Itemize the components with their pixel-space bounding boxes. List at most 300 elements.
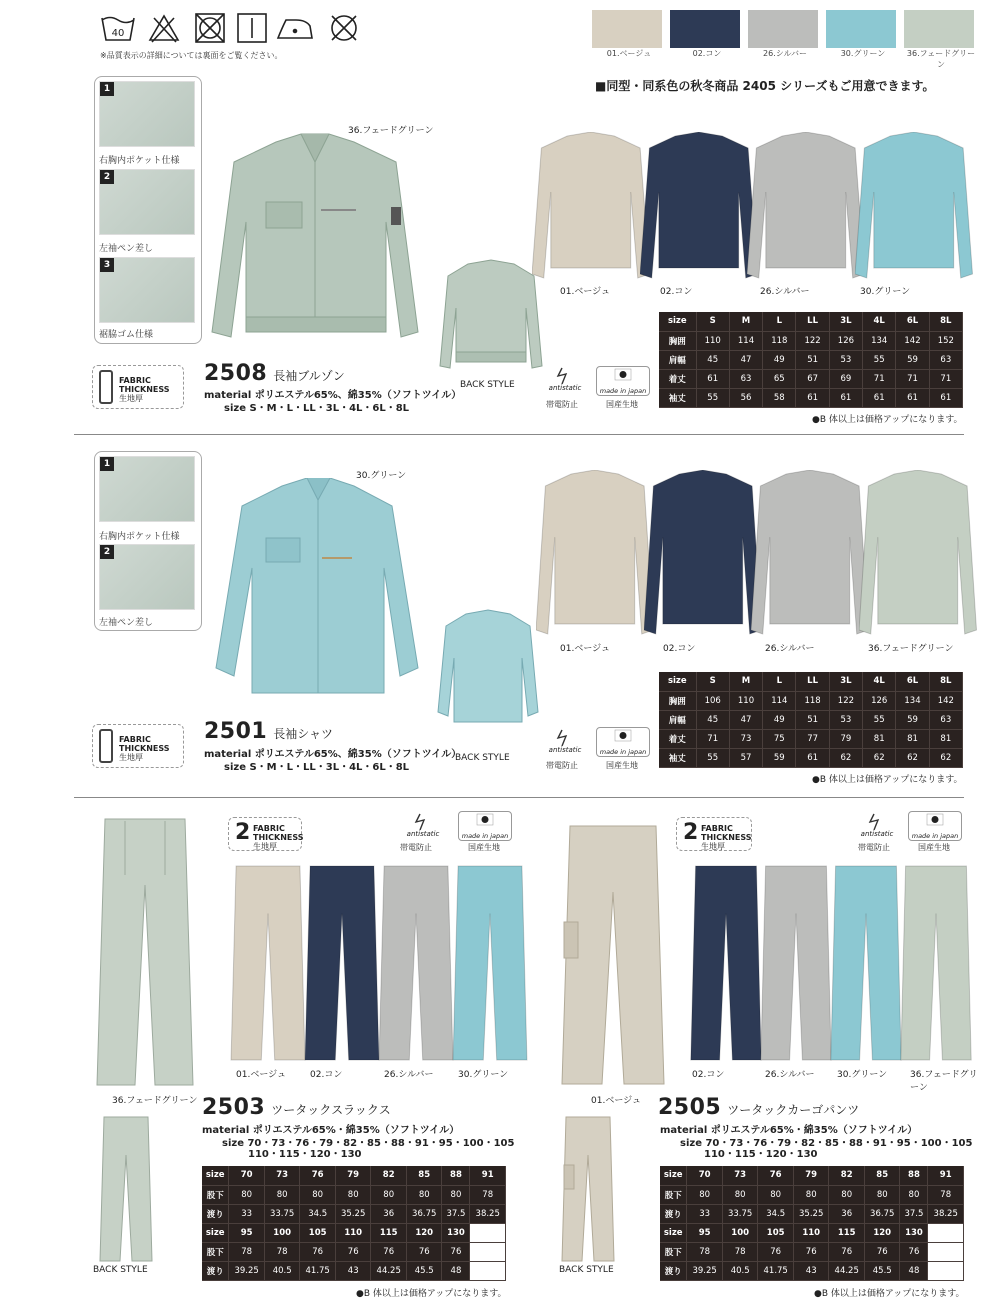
detail-panel-2508 [94, 76, 202, 344]
table-cell: 76 [793, 1242, 829, 1261]
care-icons [100, 12, 362, 44]
table-cell: 79 [793, 1166, 829, 1185]
made-in-japan-label-2503: 国産生地 [468, 843, 500, 852]
swatch-chip [748, 10, 818, 48]
fabric-line3: 生地厚 [119, 394, 143, 403]
table-cell: 78 [722, 1242, 758, 1261]
table-cell: 38.25 [470, 1204, 506, 1223]
table-cell: 122 [829, 691, 862, 710]
row-label-cell: 着丈 [659, 369, 696, 388]
table-cell: 37.5 [900, 1204, 928, 1223]
table-cell: 61 [896, 388, 929, 407]
table-cell: 80 [829, 1185, 865, 1204]
table-cell: 43 [793, 1261, 829, 1280]
table-cell: 76 [335, 1242, 371, 1261]
row-label-cell: 着丈 [659, 729, 696, 748]
garment-shape [379, 866, 453, 1060]
color-variant-garment [751, 470, 869, 638]
garment-shape [640, 132, 758, 278]
table-cell: 45 [696, 350, 729, 369]
sizes-2501: size S・M・L・LL・3L・4L・6L・8L [224, 762, 410, 773]
table-cell: 82 [371, 1166, 407, 1185]
detail-number: 3 [100, 258, 114, 272]
fabric-thickness-badge-2503 [228, 817, 302, 851]
table-cell: 45 [696, 710, 729, 729]
garment-shape [747, 132, 865, 278]
table-cell: 79 [335, 1166, 371, 1185]
fabric-line3: 生地厚 [701, 842, 725, 851]
back-style-label-2503: BACK STYLE [93, 1265, 148, 1275]
made-in-japan-badge-2503: made in japan [458, 811, 512, 841]
swatch-chip [904, 10, 974, 48]
table-cell: 55 [863, 350, 896, 369]
color-variant-garment [686, 864, 766, 1062]
variant-color-label: 02.コン [660, 287, 693, 297]
fabric-thickness-badge-2505 [676, 817, 752, 851]
garment-shape [901, 866, 971, 1060]
table-cell: 33.75 [264, 1204, 300, 1223]
table-cell: 91 [470, 1166, 506, 1185]
table-cell: 63 [929, 710, 962, 729]
table-cell: LL [796, 672, 829, 691]
table-cell: 62 [829, 748, 862, 767]
table-cell: 80 [371, 1185, 407, 1204]
detail-panel-2501 [94, 451, 202, 631]
table-cell [928, 1223, 964, 1242]
table-cell: 78 [264, 1242, 300, 1261]
table-cell [470, 1242, 506, 1261]
table-cell: 53 [829, 710, 862, 729]
table-cell: 36.75 [864, 1204, 900, 1223]
table-cell: 55 [863, 710, 896, 729]
table-cell: 80 [300, 1185, 336, 1204]
table-cell: 100 [722, 1223, 758, 1242]
detail-photo-2 [99, 544, 195, 610]
table-cell: 115 [829, 1223, 865, 1242]
size-table-2508 [659, 312, 963, 408]
table-row [659, 729, 963, 748]
table-cell: 61 [796, 748, 829, 767]
detail-caption-1: 右胸内ポケット仕様 [99, 532, 180, 542]
detail-number: 1 [100, 457, 114, 471]
garment-shape [532, 132, 650, 278]
row-label-cell: size [660, 1223, 687, 1242]
slacks-2503-back-image [98, 1115, 154, 1265]
variant-color-label: 36.フェードグリーン [910, 1070, 978, 1093]
table-cell: 114 [729, 331, 762, 350]
table-cell: 115 [371, 1223, 407, 1242]
row-label-cell: 股下 [660, 1242, 687, 1261]
antistatic-label-2501: 帯電防止 [546, 761, 578, 770]
color-variant-garment [859, 470, 977, 638]
table-cell: 80 [442, 1185, 470, 1204]
color-variant-garment [536, 470, 654, 638]
row-label-cell: 渡り [202, 1261, 229, 1280]
garment-shape [644, 470, 762, 634]
table-row [660, 1223, 964, 1242]
table-cell: S [696, 672, 729, 691]
table-row [659, 369, 963, 388]
table-cell: 78 [470, 1185, 506, 1204]
fabric-line2: THICKNESS [701, 833, 752, 842]
table-cell: 82 [829, 1166, 865, 1185]
table-cell: 76 [864, 1242, 900, 1261]
material-2508: material ポリエステル65%、綿35%（ソフトツイル） [204, 390, 462, 401]
variant-labels-2508 [560, 284, 960, 296]
swatch-label: 36.フェードグリーン [906, 49, 976, 69]
table-cell: 114 [763, 691, 796, 710]
table-cell: 59 [896, 350, 929, 369]
table-row [659, 691, 963, 710]
table-cell: 70 [687, 1166, 723, 1185]
table-cell: 76 [300, 1166, 336, 1185]
table-row [660, 1185, 964, 1204]
table-cell: 81 [896, 729, 929, 748]
shirt-2501-main-image [212, 478, 422, 700]
row-label-cell: 渡り [202, 1204, 229, 1223]
table-cell: 55 [696, 748, 729, 767]
table-cell: 6L [896, 312, 929, 331]
row-label-cell: size [659, 312, 696, 331]
garment-shape [305, 866, 379, 1060]
table-cell: 118 [763, 331, 796, 350]
table-cell: 33 [687, 1204, 723, 1223]
thickness-gauge-icon [99, 729, 113, 763]
table-cell: 80 [335, 1185, 371, 1204]
table-cell: 49 [763, 350, 796, 369]
fabric-thickness-badge-2501 [92, 724, 184, 768]
table-cell: 56 [729, 388, 762, 407]
table-cell: 55 [696, 388, 729, 407]
sizes-2505-line2: 110・115・120・130 [704, 1149, 818, 1160]
table-cell: 37.5 [442, 1204, 470, 1223]
table-cell: 38.25 [928, 1204, 964, 1223]
table-cell: 35.25 [793, 1204, 829, 1223]
table-row [660, 1166, 964, 1185]
color-variants-2501 [536, 470, 966, 638]
table-cell: 76 [371, 1242, 407, 1261]
variant-color-label: 26.シルバー [765, 1070, 815, 1080]
color-variant-garment [640, 132, 758, 282]
table-cell: 80 [229, 1185, 265, 1204]
made-in-japan-badge-2501: made in japan [596, 727, 650, 757]
fabric-line1: FABRIC [119, 376, 151, 385]
back-style-label-2505: BACK STYLE [559, 1265, 614, 1275]
detail-photo-3 [99, 257, 195, 323]
table-cell: L [763, 312, 796, 331]
row-label-cell: 袖丈 [659, 388, 696, 407]
detail-number: 2 [100, 545, 114, 559]
series-banner: ■同型・同系色の秋冬商品 2405 シリーズもご用意できます。 [595, 79, 935, 93]
detail-caption-2: 左袖ペン差し [99, 618, 154, 628]
table-cell [470, 1223, 506, 1242]
table-cell: 35.25 [335, 1204, 371, 1223]
table-cell: M [729, 312, 762, 331]
variant-color-label: 26.シルバー [765, 644, 815, 654]
variant-color-label: 01.ベージュ [560, 287, 610, 297]
table-row [659, 748, 963, 767]
garment-shape [231, 866, 305, 1060]
row-label-cell: size [202, 1166, 229, 1185]
care-symbols [100, 12, 362, 48]
garment-shape [855, 132, 973, 278]
care-note: ※品質表示の詳細については裏面をご覧ください。 [100, 51, 283, 60]
table-cell: 67 [796, 369, 829, 388]
variant-color-label: 02.コン [310, 1070, 343, 1080]
color-swatch [826, 10, 900, 70]
no-bleach-icon [150, 16, 178, 42]
wash-tub-icon [102, 18, 134, 41]
table-cell: 88 [442, 1166, 470, 1185]
table-cell: 70 [229, 1166, 265, 1185]
model-number: 2501 [204, 719, 268, 744]
row-label-cell: size [660, 1166, 687, 1185]
fabric-thickness-badge-2508 [92, 365, 184, 409]
variant-color-label: 02.コン [692, 1070, 725, 1080]
table-cell: 85 [864, 1166, 900, 1185]
sizes-2503-line2: 110・115・120・130 [248, 1149, 362, 1160]
table-cell: 48 [900, 1261, 928, 1280]
garment-shape [751, 470, 869, 634]
color-variant-garment [374, 864, 458, 1062]
table-cell: 120 [406, 1223, 442, 1242]
antistatic-icon [850, 812, 904, 832]
model-name: 長袖ブルゾン [273, 369, 345, 383]
table-cell: 118 [796, 691, 829, 710]
table-cell: 71 [696, 729, 729, 748]
table-cell: 106 [696, 691, 729, 710]
material-2505: material ポリエステル65%・綿35%（ソフトツイル） [660, 1125, 918, 1136]
table-cell: 80 [722, 1185, 758, 1204]
variant-color-label: 36.フェードグリーン [868, 644, 954, 654]
title-2503 [202, 1095, 391, 1120]
table-row [659, 312, 963, 331]
table-cell: 59 [896, 710, 929, 729]
table-cell: 134 [863, 331, 896, 350]
table-cell [470, 1261, 506, 1280]
table-cell: 47 [729, 710, 762, 729]
table-cell: 33.75 [722, 1204, 758, 1223]
garment-shape [453, 866, 527, 1060]
variant-color-label: 01.ベージュ [560, 644, 610, 654]
table-cell: 95 [687, 1223, 723, 1242]
title-2508 [204, 361, 345, 386]
color-variant-garment [855, 132, 973, 282]
row-label-cell: 胸囲 [659, 331, 696, 350]
table-cell: 78 [687, 1242, 723, 1261]
row-label-cell: 股下 [202, 1242, 229, 1261]
table-row [660, 1204, 964, 1223]
table-cell: 57 [729, 748, 762, 767]
table-cell: 61 [829, 388, 862, 407]
sizes-2508: size S・M・L・LL・3L・4L・6L・8L [224, 403, 410, 414]
color-variants-2505 [686, 864, 966, 1062]
table-cell: 63 [729, 369, 762, 388]
table-row [202, 1166, 506, 1185]
table-cell: 110 [335, 1223, 371, 1242]
variant-color-label: 30.グリーン [837, 1070, 888, 1080]
table-cell: 152 [929, 331, 962, 350]
table-cell: 39.25 [229, 1261, 265, 1280]
table-cell: 80 [900, 1185, 928, 1204]
table-cell: 79 [829, 729, 862, 748]
swatch-chip [592, 10, 662, 48]
row-label-cell: 肩幅 [659, 710, 696, 729]
color-variant-garment [300, 864, 384, 1062]
table-cell: 62 [896, 748, 929, 767]
color-swatch [904, 10, 978, 70]
table-cell: 3L [829, 312, 862, 331]
detail-photo-1 [99, 81, 195, 147]
table-cell: 110 [729, 691, 762, 710]
table-row [202, 1261, 506, 1280]
back-style-label-2501: BACK STYLE [455, 753, 510, 763]
table-cell: 49 [763, 710, 796, 729]
table-cell: 142 [896, 331, 929, 350]
shirt-2501-back-image [436, 608, 540, 726]
variant-labels-2505 [692, 1067, 982, 1093]
variant-color-label: 26.シルバー [760, 287, 810, 297]
color-variant-garment [826, 864, 906, 1062]
table-row [202, 1242, 506, 1261]
table-cell: 61 [929, 388, 962, 407]
table-cell: 62 [863, 748, 896, 767]
table-cell: 130 [900, 1223, 928, 1242]
table-cell: 61 [863, 388, 896, 407]
table-cell [928, 1242, 964, 1261]
svg-text:40: 40 [111, 28, 125, 39]
table-row [659, 388, 963, 407]
japan-flag-icon [459, 812, 511, 828]
table-cell: 76 [442, 1242, 470, 1261]
swatch-label: 26.シルバー [763, 49, 807, 58]
size-table-2501 [659, 672, 963, 768]
made-in-japan-label-2501: 国産生地 [606, 761, 638, 770]
table-cell: 45.5 [864, 1261, 900, 1280]
table-cell: 44.25 [371, 1261, 407, 1280]
antistatic-badge-2501: antistatic [538, 728, 592, 758]
model-name: ツータックスラックス [271, 1103, 391, 1117]
swatch-chip [826, 10, 896, 48]
table-cell: 142 [929, 691, 962, 710]
row-label-cell: size [659, 672, 696, 691]
table-cell: 58 [763, 388, 796, 407]
table-row [202, 1204, 506, 1223]
fabric-line2: THICKNESS [253, 833, 304, 842]
material-2503: material ポリエステル65%・綿35%（ソフトツイル） [202, 1125, 460, 1136]
color-swatch [748, 10, 822, 70]
detail-photo-2 [99, 169, 195, 235]
garment-shape [761, 866, 831, 1060]
garment-shape [859, 470, 977, 634]
row-label-cell: 渡り [660, 1261, 687, 1280]
table-cell: 80 [264, 1185, 300, 1204]
price-note-2501: ●B 体以上は価格アップになります。 [812, 775, 963, 785]
detail-caption-3: 裾脇ゴム仕様 [99, 330, 154, 340]
table-cell: 76 [758, 1242, 794, 1261]
antistatic-icon [396, 812, 450, 832]
material-2501: material ポリエステル65%、綿35%（ソフトツイル） [204, 749, 462, 760]
table-cell: 126 [863, 691, 896, 710]
fabric-number: 2 [683, 820, 699, 845]
detail-caption-2: 左袖ペン差し [99, 244, 154, 254]
color-variants-2503 [226, 864, 522, 1062]
table-cell: 71 [896, 369, 929, 388]
size-table-2505 [660, 1166, 964, 1281]
variant-labels-2503 [236, 1067, 532, 1079]
main-color-label-2501: 30.グリーン [356, 471, 407, 481]
table-cell: 40.5 [722, 1261, 758, 1280]
table-cell: 88 [900, 1166, 928, 1185]
fabric-line3: 生地厚 [253, 842, 277, 851]
title-2501 [204, 719, 333, 744]
row-label-cell: 肩幅 [659, 350, 696, 369]
table-cell: 59 [763, 748, 796, 767]
table-cell: 120 [864, 1223, 900, 1242]
table-cell: 3L [829, 672, 862, 691]
variant-color-label: 01.ベージュ [236, 1070, 286, 1080]
variant-color-label: 26.シルバー [384, 1070, 434, 1080]
table-cell: 33 [229, 1204, 265, 1223]
table-cell: 78 [928, 1185, 964, 1204]
table-cell: 34.5 [300, 1204, 336, 1223]
garment-shape [831, 866, 901, 1060]
swatch-label: 30.グリーン [840, 49, 886, 58]
color-variant-garment [756, 864, 836, 1062]
table-row [659, 710, 963, 729]
japan-flag-icon [597, 367, 649, 383]
table-cell: 4L [863, 672, 896, 691]
iron-icon [278, 20, 312, 38]
table-cell: 73 [264, 1166, 300, 1185]
color-variant-garment [226, 864, 310, 1062]
antistatic-badge-2503: antistatic [396, 812, 450, 842]
cargo-2505-back-image [560, 1115, 616, 1265]
table-cell [928, 1261, 964, 1280]
antistatic-badge-2508: antistatic [538, 366, 592, 396]
row-label-cell: 股下 [660, 1185, 687, 1204]
color-swatch [670, 10, 744, 70]
row-label-cell: 胸囲 [659, 691, 696, 710]
table-row [202, 1185, 506, 1204]
color-swatch [592, 10, 666, 70]
table-cell: 36 [371, 1204, 407, 1223]
sizes-2503: size 70・73・76・79・82・85・88・91・95・100・105 [222, 1138, 515, 1149]
table-cell: 80 [864, 1185, 900, 1204]
table-cell: 81 [863, 729, 896, 748]
table-cell: 105 [758, 1223, 794, 1242]
table-cell: 45.5 [406, 1261, 442, 1280]
table-cell: 110 [696, 331, 729, 350]
sizes-2505: size 70・73・76・79・82・85・88・91・95・100・105 [680, 1138, 973, 1149]
price-note-2505: ●B 体以上は価格アップになります。 [814, 1289, 965, 1299]
table-cell: 44.25 [829, 1261, 865, 1280]
table-cell: 130 [442, 1223, 470, 1242]
model-number: 2505 [658, 1095, 722, 1120]
color-variants-2508 [532, 132, 962, 282]
antistatic-label-2503: 帯電防止 [400, 843, 432, 852]
no-tumble-dry-icon [196, 14, 224, 42]
detail-caption-1: 右胸内ポケット仕様 [99, 156, 180, 166]
antistatic-label-2505: 帯電防止 [858, 843, 890, 852]
table-row [659, 350, 963, 369]
fabric-line2: THICKNESS [119, 385, 170, 394]
fabric-line1: FABRIC [701, 824, 733, 833]
jacket-2508-main-image [206, 132, 424, 357]
fabric-number: 2 [235, 820, 251, 845]
fabric-line1: FABRIC [253, 824, 285, 833]
variant-color-label: 30.グリーン [458, 1070, 509, 1080]
